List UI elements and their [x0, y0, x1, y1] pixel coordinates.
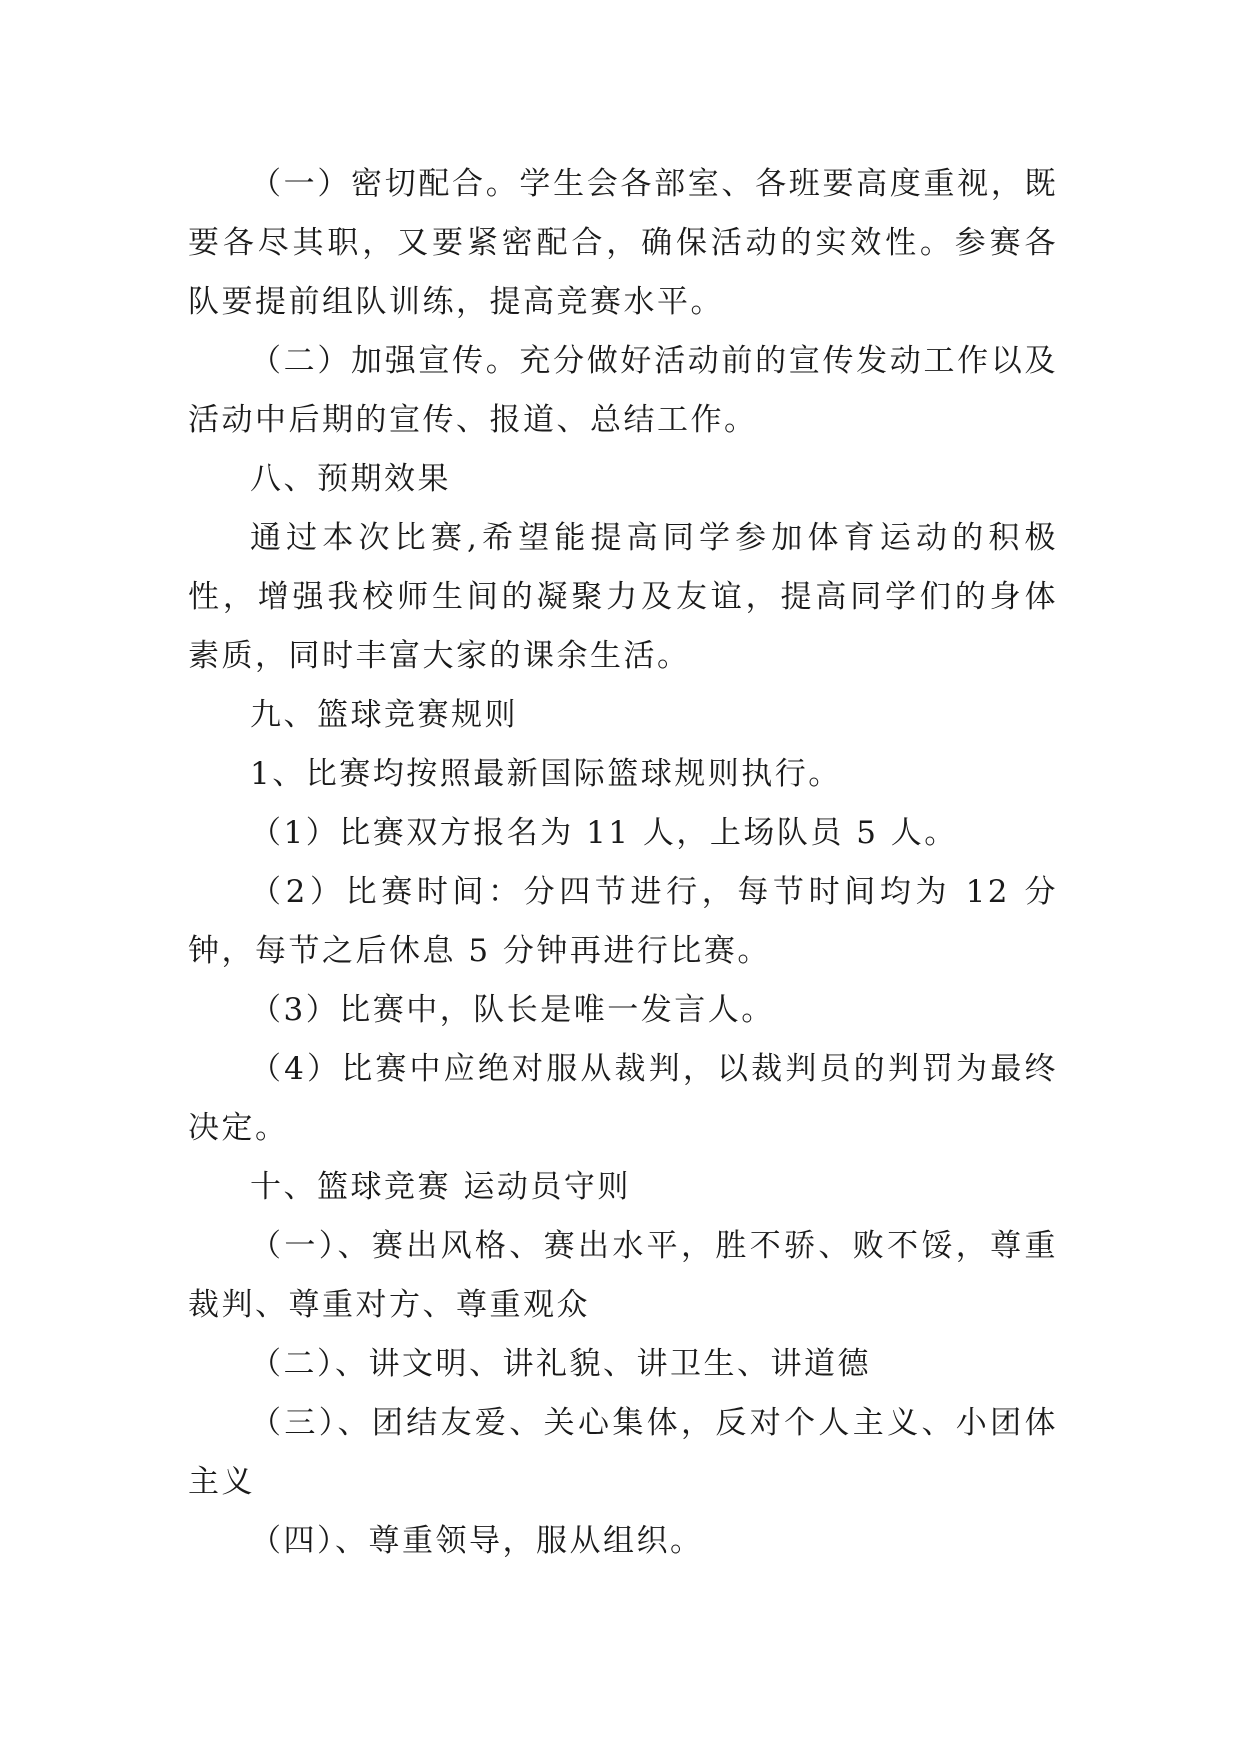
document-body	[188, 155, 1058, 1571]
rule-subitem-1: （1）比赛双方报名为 11 人，上场队员 5 人。	[250, 815, 958, 851]
code-item-3: （三）、团结友爱、关心集体，反对个人主义、小团体主义	[188, 1405, 1058, 1500]
code-item-2: （二）、讲文明、讲礼貌、讲卫生、讲道德	[250, 1346, 871, 1382]
paragraph-publicity: （二）加强宣传。充分做好活动前的宣传发动工作以及活动中后期的宣传、报道、总结工作。	[188, 343, 1058, 438]
section-heading-athlete-code: 十、篮球竞赛 运动员守则	[250, 1169, 631, 1205]
code-item-4: （四）、尊重领导，服从组织。	[250, 1523, 704, 1559]
paragraph-expected-effect: 通过本次比赛,希望能提高同学参加体育运动的积极性，增强我校师生间的凝聚力及友谊，提高同学们的身体素质，同时丰富大家的课余生活。	[188, 520, 1058, 674]
paragraph-cooperation: （一）密切配合。学生会各部室、各班要高度重视，既要各尽其职，又要紧密配合，确保活动的实效性。参赛各队要提前组队训练，提高竞赛水平。	[188, 166, 1058, 320]
code-item-1: （一）、赛出风格、赛出水平，胜不骄、败不馁，尊重裁判、尊重对方、尊重观众	[188, 1228, 1058, 1323]
rule-subitem-4: （4）比赛中应绝对服从裁判，以裁判员的判罚为最终决定。	[188, 1051, 1058, 1146]
rule-subitem-2: （2）比赛时间：分四节进行，每节时间均为 12 分钟，每节之后休息 5 分钟再进行比赛。	[188, 874, 1058, 969]
rule-item-1: 1、比赛均按照最新国际篮球规则执行。	[250, 756, 842, 792]
section-heading-expected-effect: 八、预期效果	[250, 461, 451, 497]
rule-subitem-3: （3）比赛中，队长是唯一发言人。	[250, 992, 775, 1028]
section-heading-rules: 九、篮球竞赛规则	[250, 697, 518, 733]
